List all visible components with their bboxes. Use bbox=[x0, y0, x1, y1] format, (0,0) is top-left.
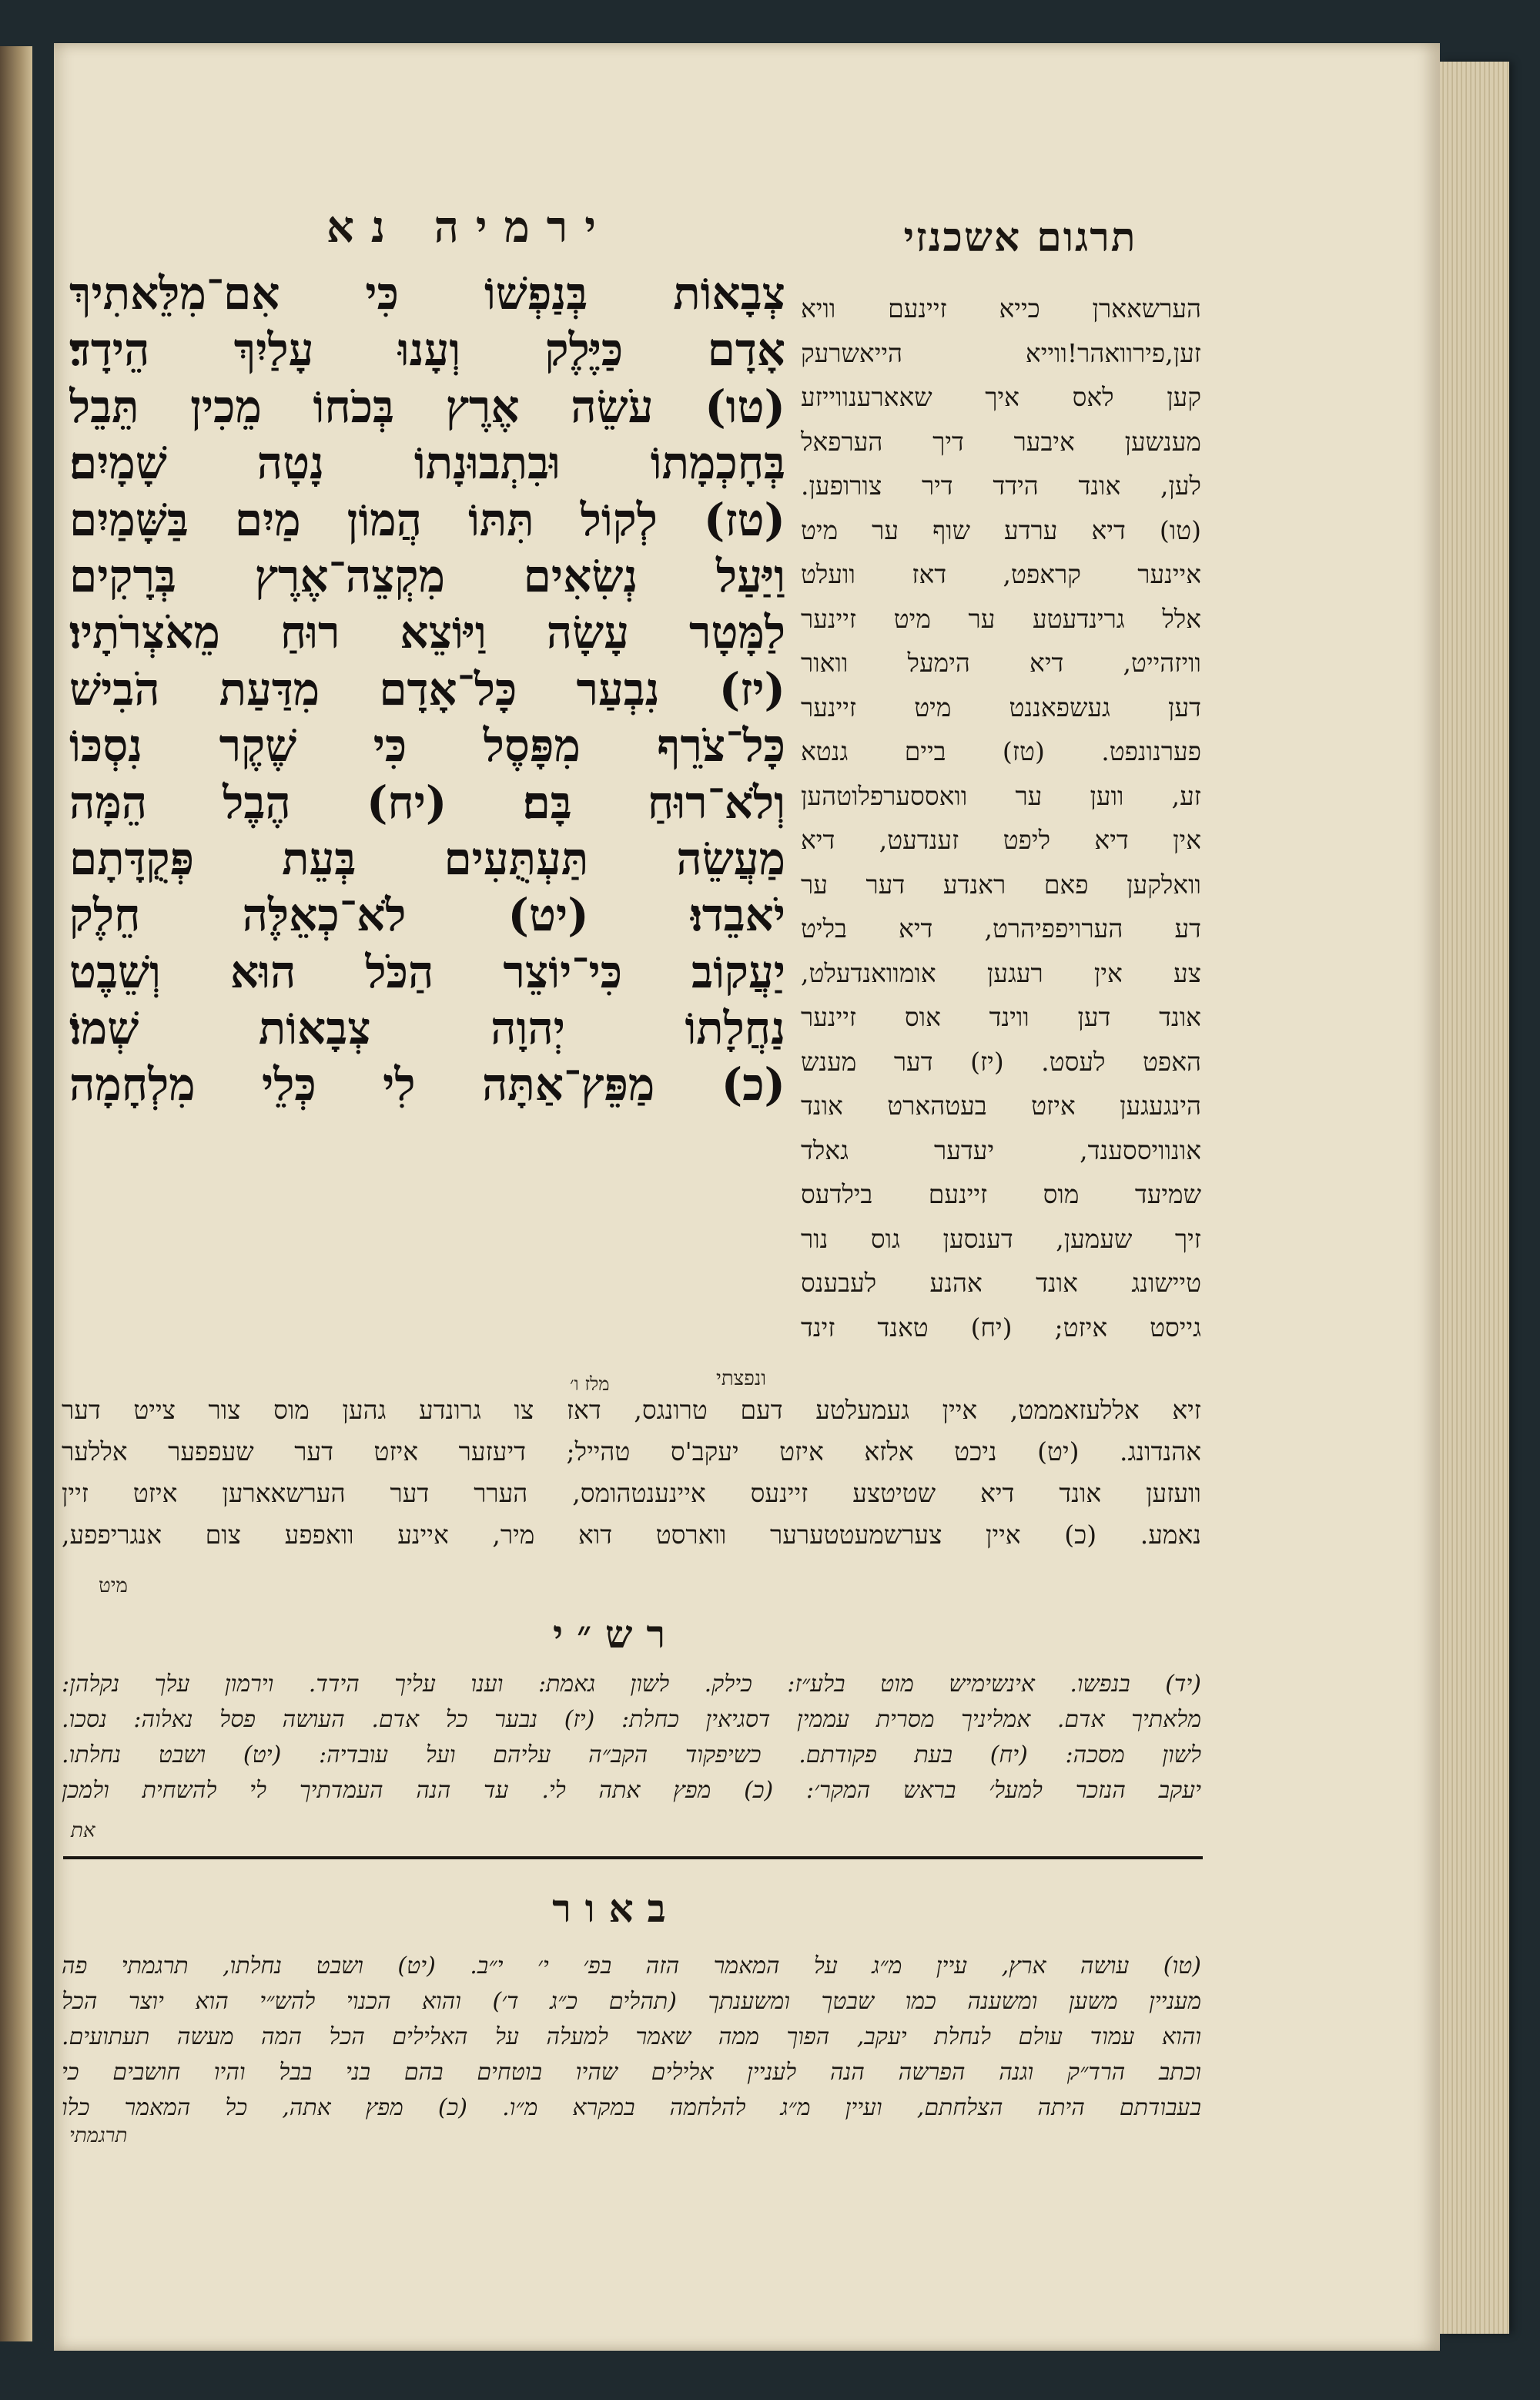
rashi-line: יעקב הנזכר למעל׳ בראש המקר׳: (כ) מפץ אתה לי. עד הנה העמדתיך לי להשחית ולמכן bbox=[62, 1777, 1201, 1804]
targum-column bbox=[801, 287, 1201, 1349]
scripture-line: יַעֲקוֹב כִּי־יוֹצֵר הַכֹּל הוּא וְשֵׁבֶט bbox=[69, 945, 785, 998]
targum-line: שמיעד מוס זיינעם בילדעס bbox=[801, 1179, 1201, 1209]
biur-heading: באור bbox=[552, 1885, 680, 1931]
biur-commentary bbox=[62, 1949, 1201, 2126]
biur-line: מעניין משען ומשענה כמו שבטך ומשענתך (תהלים כ״ג ד׳) והוא הכנוי להש״י הוא יוצר הכל bbox=[62, 1988, 1201, 2015]
targum-line: האפט לעסט. (יז) דער מענש bbox=[801, 1046, 1201, 1077]
biur-line: והוא עמוד עולם לנחלת יעקב, הפוך ממה שאמר למעלה על האלילים הכל המה מעשה תעתועים. bbox=[62, 2023, 1201, 2050]
left-page-edge bbox=[0, 46, 32, 2341]
targum-continuation-line: נאמע. (כ) איין צערשמעטטערער ווארסט דוא מיר, איינע וואפפע צום אנגריפפע, bbox=[62, 1520, 1201, 1550]
targum-line: צע אין רעגען אומוואנדעלט, bbox=[801, 957, 1201, 988]
targum-line: זיך שעמען, דענסען גוס נור bbox=[801, 1223, 1201, 1254]
rashi-line: לשון מסכה: (יח) בעת פקודתם. כשיפקוד הקב״ה עליהם ועל עובדיה: (יט) ושבט נחלתו. bbox=[62, 1741, 1201, 1768]
targum-line: הערשאארן כייא זיינעם וויא bbox=[801, 293, 1201, 323]
targum-continuation-line: אהנדונג. (יט) ניכט אלזא איזט יעקב'ס טהייל; דיעזער איזט דער שעפפער אללער bbox=[62, 1436, 1201, 1466]
scripture-line: (טו) עֹשֵׂה אֶרֶץ בְּכֹחוֹ מֵכִין תֵּבֵל bbox=[69, 380, 785, 433]
scripture-line: וַיַּעַל נְשִׂאִים מִקְצֵה־אֶרֶץ בְּרָקִים bbox=[69, 549, 785, 602]
signature-mark: מלז ו׳ bbox=[570, 1373, 610, 1395]
targum-line: הינגעגען איזט בעטהארט אונד bbox=[801, 1091, 1201, 1121]
scripture-column bbox=[69, 266, 785, 1114]
biur-line: (טו) עושה ארץ, עיין מ״ג על המאמר הזה בפ׳ י׳ י״ב. (יט) ושבט נחלתו, תרגמתי פה bbox=[62, 1953, 1201, 1979]
scripture-line: כָּל־צֹרֵף מִפָּסֶל כִּי שֶׁקֶר נִסְכּוֹ bbox=[69, 719, 785, 773]
targum-line: טיישונג אונד אהנע לעבענס bbox=[801, 1268, 1201, 1298]
scripture-line: מַעֲשֵׂה תַּעְתֻּעִים בְּעֵת פְּקֻדָּתָם bbox=[69, 832, 785, 885]
biur-line: בעבודתם היתה הצלחתם, ועיין מ״ג להלחמה במקרא מ״ו. (כ) מפץ אתה, כל המאמר כלו bbox=[62, 2094, 1201, 2121]
targum-line: וואלקען פאם ראנדע דער ער bbox=[801, 869, 1201, 900]
rashi-line: מלאתיך אדם. אמליניך מסרית עממין דסגיאין כחלת: (יז) נבער כל אדם. העושה פסל נאלוה: נסכו. bbox=[62, 1706, 1201, 1733]
targum-line: דע הערויפפיהרט, דיא בליט bbox=[801, 913, 1201, 944]
targum-line: וויזהייט, דיא הימעל וואור bbox=[801, 648, 1201, 678]
scripture-line: (טז) לְקוֹל תִּתּוֹ הֲמוֹן מַיִם בַּשָּׁמַיִם bbox=[69, 493, 785, 546]
biur-catchword: תרגמתי bbox=[69, 2124, 128, 2147]
biur-line: וכתב הרד״ק וגנה הפרשה הנה לעניין אלילים שהיו בוטחים בהם בני בבל והיו חושבים כי bbox=[62, 2059, 1201, 2086]
rashi-catchword: את bbox=[71, 1819, 95, 1842]
targum-heading: תרגום אשכנזי bbox=[903, 214, 1137, 261]
scripture-line: בְּחָכְמָתוֹ וּבִתְבוּנָתוֹ נָטָה שָׁמָיִם׃ bbox=[69, 437, 785, 490]
targum-line: דען געשפאננט מיט זיינער bbox=[801, 692, 1201, 722]
targum-line: פערנונפט. (טז) ביים גנטא bbox=[801, 736, 1201, 766]
section-divider bbox=[63, 1856, 1203, 1859]
scripture-line: אָדָם כַּיֶּלֶק וְעָנוּ עָלַיִךְ הֵידָד׃ bbox=[69, 323, 785, 377]
targum-catchword: מיט bbox=[99, 1574, 128, 1597]
scripture-line: (יז) נִבְעַר כָּל־אָדָם מִדַּעַת הֹבִישׁ bbox=[69, 662, 785, 716]
targum-line: אונד דען ווינד אוס זיינער bbox=[801, 1002, 1201, 1032]
targum-line: אלל גרינדעטע ער מיט זיינער bbox=[801, 603, 1201, 634]
targum-line: זען,פירוואהר!ווייא הייאשרעק bbox=[801, 337, 1201, 368]
rashi-line: (יד) בנפשו. אינשימיש מוט בלע״ז: כילק. לשון גאמת: וענו עליך הידד. וירמון עלך נקלהן: bbox=[62, 1671, 1201, 1698]
targum-continuation bbox=[62, 1389, 1201, 1556]
jeremiah-heading: ירמיה נא bbox=[326, 202, 613, 253]
scripture-line: (כ) מַפֵּץ־אַתָּה לִי כְּלֵי מִלְחָמָה bbox=[69, 1058, 785, 1111]
targum-line: גייסט איזט; (יח) טאנד זינד bbox=[801, 1312, 1201, 1342]
scripture-catchword: ונפצתי bbox=[716, 1367, 767, 1390]
scripture-line: יֹאבֵדוּ׃ (יט) לֹא־כְאֵלֶּה חֵלֶק bbox=[69, 889, 785, 942]
targum-line: איינער קראפט, דאז וועלט bbox=[801, 559, 1201, 589]
targum-line: קען לאס איך שאארענווייזע bbox=[801, 382, 1201, 412]
targum-line: מענשען איבער דיך הערפאל bbox=[801, 426, 1201, 457]
rashi-heading: רש״י bbox=[552, 1611, 680, 1657]
scripture-line: צְבָאוֹת בְּנַפְשׁוֹ כִּי אִם־מִלֵּאתִיךְ bbox=[69, 267, 785, 320]
scripture-line: וְלֹא־רוּחַ בָּם׃ (יח) הֶבֶל הֵמָּה bbox=[69, 776, 785, 829]
targum-continuation-line: זיא אללעזאממט, איין געמעלטע דעם טרונגס, דאז צו גרונדע גהען מוס צור צייט דער bbox=[62, 1395, 1201, 1425]
rashi-commentary bbox=[62, 1667, 1201, 1808]
targum-line: (טו) דיא ערדע שוף ער מיט bbox=[801, 515, 1201, 545]
targum-continuation-line: וועזען אונד דיא שטיטצע זיינעס איינענטהומס, הערר דער הערשאארען איזט זיין bbox=[62, 1478, 1201, 1508]
targum-line: אין דיא ליפט זענדעט, דיא bbox=[801, 825, 1201, 855]
targum-line: זע, ווען ער וואססערפלוטהען bbox=[801, 780, 1201, 811]
scripture-line: לַמָּטָר עָשָׂה וַיּוֹצֵא רוּחַ מֵאֹצְרֹתָיו׃ bbox=[69, 606, 785, 659]
scripture-line: נַחֲלָתוֹ יְהוָה צְבָאוֹת שְׁמוֹ׃ bbox=[69, 1002, 785, 1055]
targum-line: אונוויססענד, יעדער גאלד bbox=[801, 1135, 1201, 1165]
page-stack-edge bbox=[1440, 62, 1509, 2334]
targum-line: לען, אונד הידד דיר צורופען. bbox=[801, 471, 1201, 501]
